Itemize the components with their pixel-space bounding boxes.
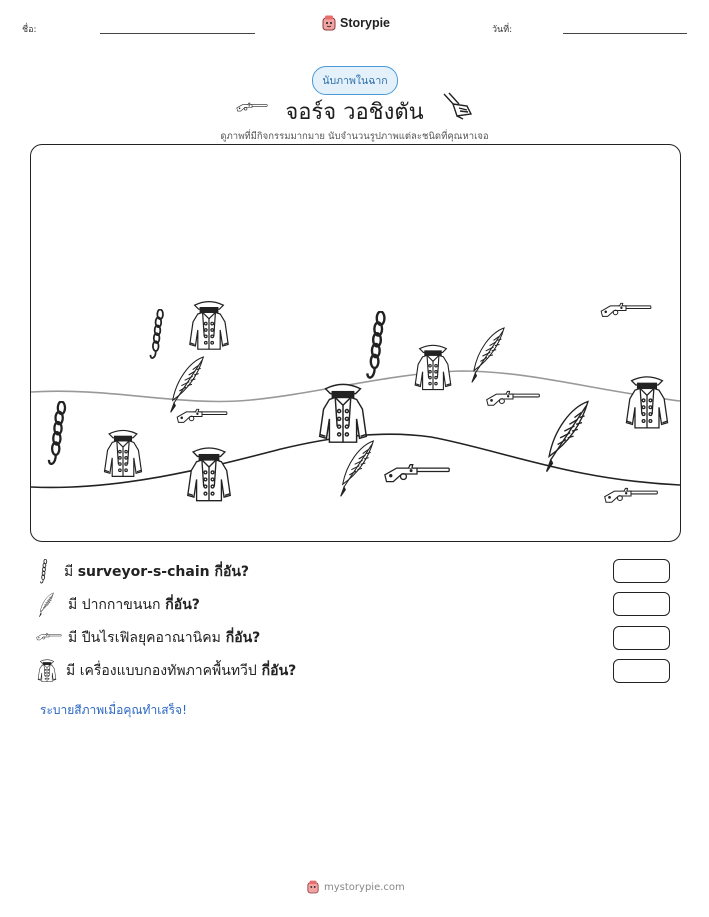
date-label: วันที่: (492, 25, 513, 35)
uniform-item (415, 345, 451, 389)
name-label: ชื่อ: (22, 25, 37, 35)
question-text: มี surveyor-s-chain กี่อัน? (64, 564, 250, 580)
uniform-icon (36, 658, 58, 684)
musket-item (487, 391, 540, 405)
activity-badge: นับภาพในฉาก (312, 66, 398, 95)
page-subtitle: ดูภาพที่มีกิจกรรมมากมาย นับจำนวนรูปภาพแต่ละชนิดที่คุณหาเจอ (220, 131, 489, 142)
storypie-mascot-icon (322, 15, 336, 31)
musket-icon (36, 632, 62, 644)
question-list (36, 560, 636, 683)
uniform-item (104, 430, 141, 476)
question-row (36, 560, 636, 584)
date-field[interactable] (563, 33, 687, 34)
musket-item (385, 465, 449, 482)
storypie-mascot-icon (307, 880, 319, 894)
quill-item (171, 357, 204, 412)
answer-box[interactable] (613, 659, 670, 683)
question-text: มี ปากกาขนนก กี่อัน? (68, 597, 200, 613)
quill-item (472, 328, 504, 382)
answer-box[interactable] (613, 626, 670, 650)
question-row (36, 659, 636, 683)
uniform-item (320, 384, 367, 442)
uniform-item (190, 302, 228, 350)
surveyor-chain-icon (36, 559, 52, 585)
musket-item (601, 303, 651, 316)
scene-illustration (31, 145, 680, 541)
page-title: จอร์จ วอชิงตัน (285, 100, 424, 125)
name-field[interactable] (100, 33, 255, 34)
answer-box[interactable] (613, 559, 670, 583)
question-row (36, 593, 636, 617)
colour-instruction: ระบายสีภาพเมื่อคุณทำเสร็จ! (40, 703, 187, 717)
question-text: มี เครื่องแบบกองทัพภาคพื้นทวีป กี่อัน? (66, 663, 297, 679)
answer-box[interactable] (613, 592, 670, 616)
quill-icon (36, 592, 56, 618)
chain-item (49, 402, 65, 464)
chain-item (150, 309, 163, 358)
activity-scene (30, 144, 681, 542)
question-row (36, 626, 636, 650)
question-text: มี ปืนไรเฟิลยุคอาณานิคม กี่อัน? (68, 630, 261, 646)
brand-logo (322, 15, 390, 31)
musket-item (177, 409, 227, 422)
musket-item (605, 488, 658, 502)
quill-item (341, 441, 374, 496)
plow-decor-icon (441, 92, 473, 124)
brand-name: Storypie (340, 16, 391, 30)
uniform-item (188, 448, 231, 501)
footer-brand (307, 880, 405, 894)
chain-item (367, 312, 384, 378)
footer-url[interactable]: mystorypie.com (324, 881, 405, 893)
uniform-item (626, 377, 667, 428)
quill-item (547, 402, 588, 472)
